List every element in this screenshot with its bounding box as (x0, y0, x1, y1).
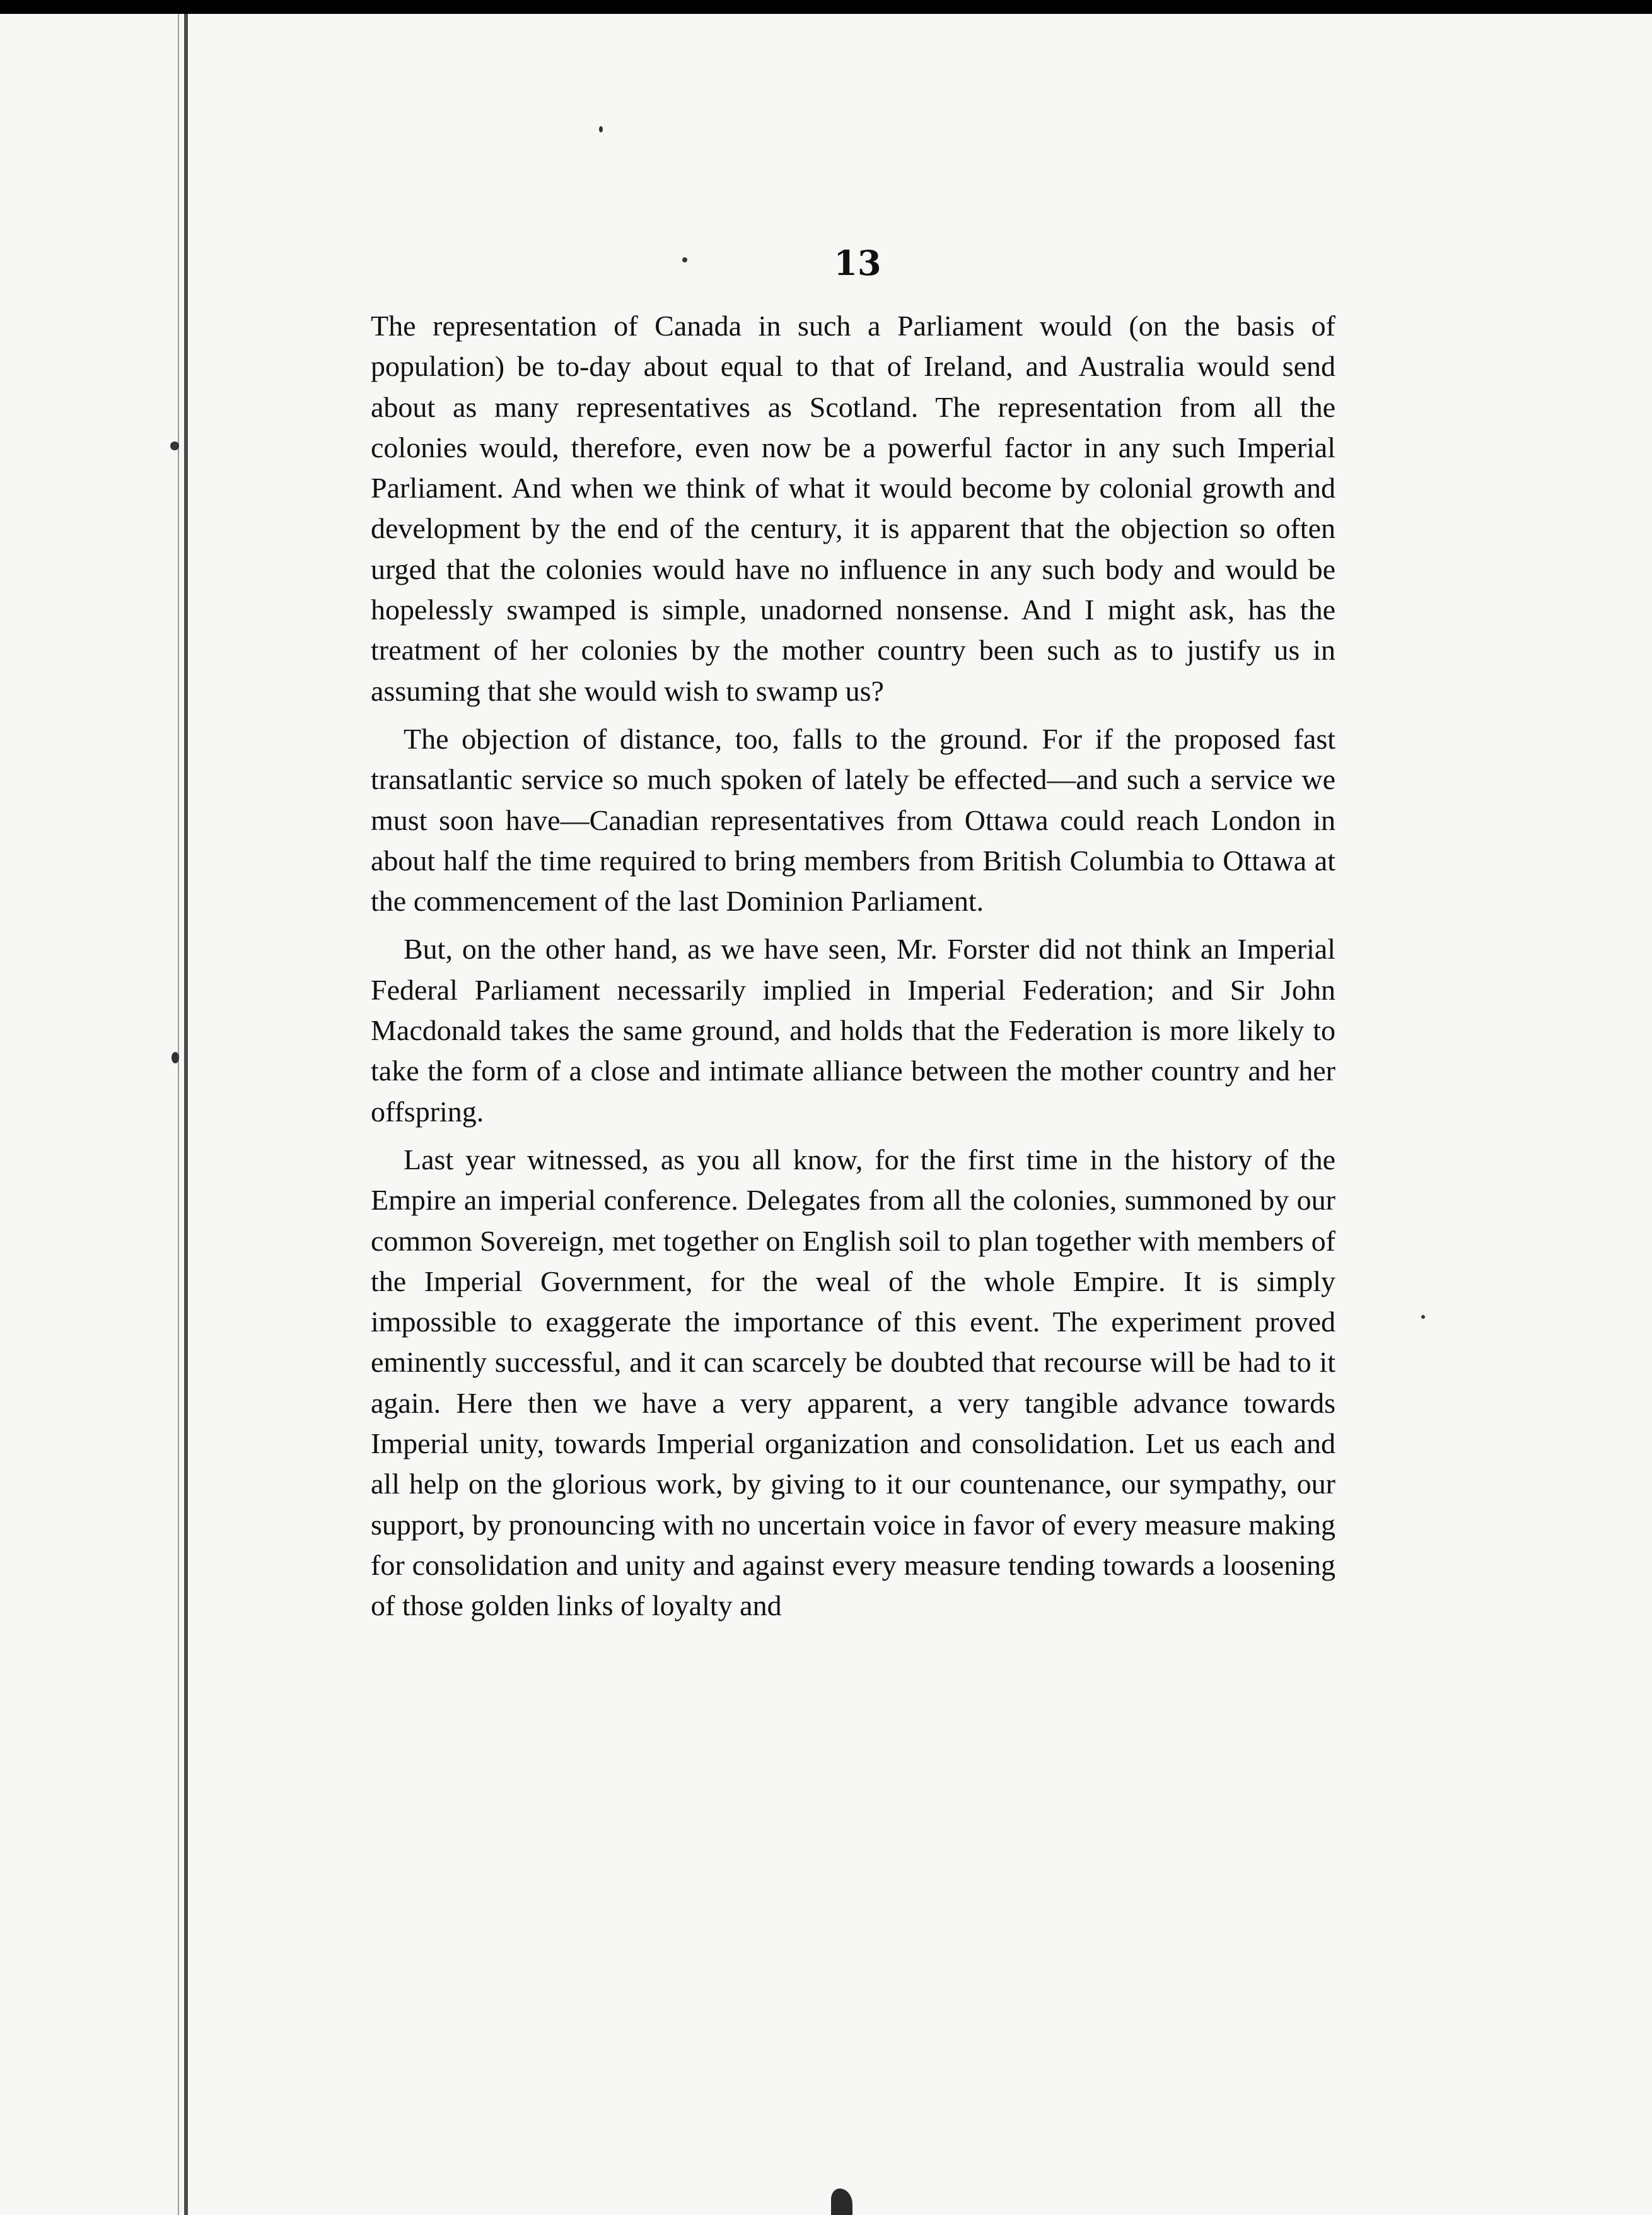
page-number: 13 (834, 243, 881, 283)
ink-speck (682, 257, 687, 262)
paragraph: The objection of distance, too, falls to the ground. For if the proposed fast transatlantic service so much spoken of lately be effected—and such a service we must soon have—Canadian representatives from Ottawa could reach London in about half the time required to bring members from British Columbia to Ottawa at the commencement of the last Dominion Parliament. (371, 722, 1335, 918)
ink-speck (170, 441, 179, 450)
binding-edge (184, 14, 188, 2215)
paragraph: Last year witnessed, as you all know, for the first time in the history of the Empire an imperial conference. Delegates from all the colonies, summoned by our common Sovereign, met together on English soil to plan together with members of the Imperial Government, for the weal of the whole Empire. It is simply impossible to exaggerate the importance of this event. The experiment proved eminently successful, and it can scarcely be doubted that recourse will be had to it again. Here then we have a very apparent, a very tangible advance towards Imperial unity, towards Imperial organization and consolidation. Let us each and all help on the glorious work, by giving to it our countenance, our sympathy, our support, by pronouncing with no uncertain voice in favor of every measure making for consolidation and unity and against every measure tending towards a loosening of those golden links of loyalty and (371, 1143, 1335, 1622)
paragraph: But, on the other hand, as we have seen, Mr. Forster did not think an Imperial Federal Parliament necessarily implied in Imperial Federation; and Sir John Macdonald takes the same ground, and holds that the Federation is more likely to take the form of a close and intimate alliance between the mother country and her offspring. (371, 933, 1335, 1128)
ink-speck (172, 1052, 179, 1063)
body-text (371, 306, 1335, 1634)
binding-edge-thin (178, 14, 179, 2215)
ink-speck (599, 126, 603, 132)
ink-speck (1421, 1315, 1425, 1319)
paragraph: The representation of Canada in such a Parliament would (on the basis of population) be to-day about equal to that of Ireland, and Australia would send about as many representatives as Scotland. The representation from all the colonies would, therefore, even now be a powerful factor in any such Imperial Parliament. And when we think of what it would become by colonial growth and development by the end of the century, it is apparent that the objection so often urged that the colonies would have no influence in any such body and would be hopelessly swamped is simple, unadorned nonsense. And I might ask, has the treatment of her colonies by the mother country been such as to justify us in assuming that she would wish to swamp us? (371, 310, 1335, 707)
